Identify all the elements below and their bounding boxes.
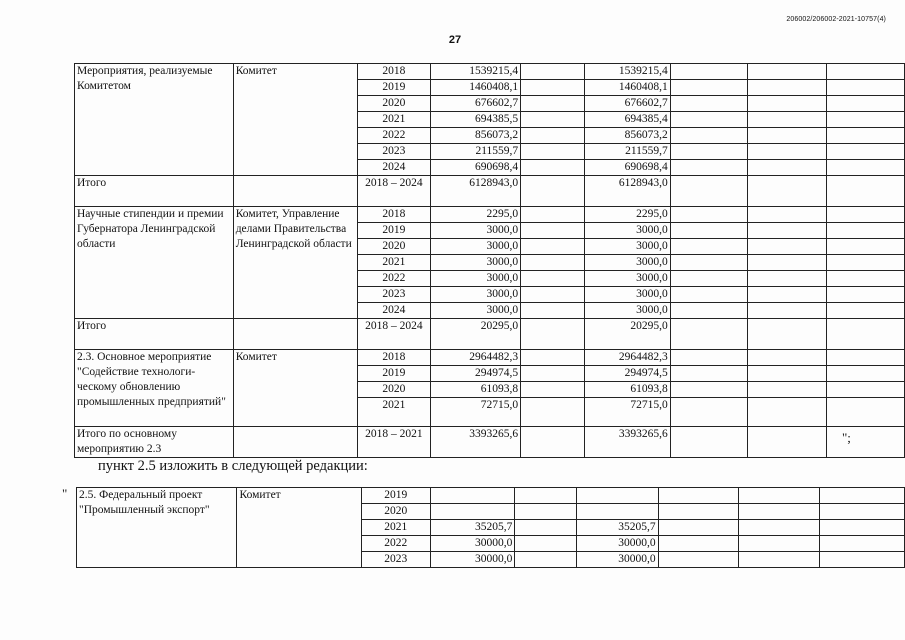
year-cell: 2019	[357, 223, 431, 239]
extra-cell	[827, 223, 905, 239]
local-cell	[670, 223, 747, 239]
other-cell	[747, 287, 827, 303]
total-label: Итого	[75, 176, 234, 207]
federal-cell	[521, 160, 585, 176]
local-cell	[670, 287, 747, 303]
period-cell: 2018 – 2024	[357, 319, 431, 350]
regional-cell	[576, 504, 658, 520]
regional-cell: 3000,0	[584, 255, 670, 271]
year-cell: 2023	[357, 287, 431, 303]
local-cell	[670, 128, 747, 144]
executor-cell	[233, 427, 357, 458]
total-cell: 676602,7	[431, 96, 521, 112]
regional-cell: 676602,7	[584, 96, 670, 112]
other-cell	[747, 303, 827, 319]
regional-cell: 211559,7	[584, 144, 670, 160]
other-cell	[747, 366, 827, 382]
executor-cell	[233, 176, 357, 207]
other-cell	[739, 504, 819, 520]
executor-cell	[233, 319, 357, 350]
year-cell: 2022	[357, 128, 431, 144]
other-cell	[747, 128, 827, 144]
extra-cell	[827, 427, 905, 458]
year-cell: 2020	[357, 382, 431, 398]
total-cell: 2964482,3	[431, 350, 521, 366]
total-cell: 3000,0	[431, 287, 521, 303]
total-cell: 3393265,6	[431, 427, 521, 458]
local-cell	[658, 504, 738, 520]
other-cell	[747, 160, 827, 176]
total-cell: 1460408,1	[431, 80, 521, 96]
federal-cell	[521, 223, 585, 239]
other-cell	[747, 319, 827, 350]
other-cell	[747, 176, 827, 207]
other-cell	[747, 427, 827, 458]
federal-cell	[515, 536, 577, 552]
amendment-paragraph: пункт 2.5 изложить в следующей редакции:	[98, 458, 368, 474]
extra-cell	[819, 504, 904, 520]
total-cell: 211559,7	[431, 144, 521, 160]
extra-cell	[827, 255, 905, 271]
total-cell: 694385,5	[431, 112, 521, 128]
total-cell: 30000,0	[430, 552, 515, 568]
federal-cell	[521, 271, 585, 287]
year-cell: 2023	[357, 144, 431, 160]
year-cell: 2018	[357, 350, 431, 366]
other-cell	[747, 398, 827, 427]
extra-cell	[827, 96, 905, 112]
regional-cell: 1539215,4	[584, 64, 670, 80]
year-cell: 2020	[361, 504, 430, 520]
executor-cell: Комитет, Управление делами Правительства Ленинградской области	[233, 207, 357, 319]
other-cell	[747, 207, 827, 223]
year-cell: 2021	[361, 520, 430, 536]
funding-table-continued	[74, 63, 905, 458]
extra-cell	[819, 488, 904, 504]
other-cell	[747, 350, 827, 366]
extra-cell	[827, 366, 905, 382]
regional-cell: 2964482,3	[584, 350, 670, 366]
local-cell	[670, 303, 747, 319]
total-label: Итого по основному мероприятию 2.3	[75, 427, 234, 458]
other-cell	[747, 223, 827, 239]
extra-cell	[819, 552, 904, 568]
other-cell	[747, 271, 827, 287]
block-main-event-2-3	[75, 350, 905, 458]
local-cell	[670, 207, 747, 223]
event-name-cell: 2.3. Основное мероприятие "Содействие технологи-ческому обновлению промышленных предприятий"	[75, 350, 234, 427]
year-cell: 2024	[357, 303, 431, 319]
opening-quote-mark: "	[62, 486, 68, 501]
total-label: Итого	[75, 319, 234, 350]
period-cell: 2018 – 2021	[357, 427, 431, 458]
year-cell: 2018	[357, 64, 431, 80]
block-committee-events	[75, 64, 905, 207]
page-number: 27	[448, 34, 462, 46]
regional-cell: 61093,8	[584, 382, 670, 398]
regional-cell: 3000,0	[584, 239, 670, 255]
total-cell: 3000,0	[431, 271, 521, 287]
total-cell: 30000,0	[430, 536, 515, 552]
federal-cell	[521, 398, 585, 427]
total-cell: 61093,8	[431, 382, 521, 398]
table-row-total	[75, 176, 905, 207]
other-cell	[747, 96, 827, 112]
local-cell	[670, 319, 747, 350]
other-cell	[747, 64, 827, 80]
extra-cell	[827, 112, 905, 128]
total-cell: 690698,4	[431, 160, 521, 176]
total-cell: 3000,0	[431, 223, 521, 239]
table-row-total	[75, 319, 905, 350]
extra-cell	[827, 271, 905, 287]
local-cell	[670, 239, 747, 255]
other-cell	[747, 80, 827, 96]
regional-cell: 3000,0	[584, 223, 670, 239]
federal-cell	[515, 520, 577, 536]
other-cell	[747, 382, 827, 398]
federal-cell	[521, 366, 585, 382]
table-row-total	[75, 427, 905, 458]
total-cell: 20295,0	[431, 319, 521, 350]
extra-cell	[827, 160, 905, 176]
local-cell	[670, 398, 747, 427]
local-cell	[670, 64, 747, 80]
other-cell	[739, 488, 819, 504]
local-cell	[658, 520, 738, 536]
total-cell: 294974,5	[431, 366, 521, 382]
closing-quote-mark: ";	[842, 430, 851, 445]
local-cell	[670, 366, 747, 382]
local-cell	[658, 488, 738, 504]
year-cell: 2021	[357, 398, 431, 427]
federal-cell	[521, 64, 585, 80]
regional-cell: 72715,0	[584, 398, 670, 427]
year-cell: 2018	[357, 207, 431, 223]
federal-cell	[521, 96, 585, 112]
extra-cell	[827, 287, 905, 303]
year-cell: 2019	[357, 80, 431, 96]
total-cell: 856073,2	[431, 128, 521, 144]
federal-cell	[521, 144, 585, 160]
federal-cell	[521, 350, 585, 366]
executor-cell: Комитет	[237, 488, 361, 568]
regional-cell: 3000,0	[584, 271, 670, 287]
regional-cell	[576, 488, 658, 504]
event-name-cell: Мероприятия, реализуемые Комитетом	[75, 64, 234, 176]
local-cell	[670, 382, 747, 398]
local-cell	[670, 80, 747, 96]
regional-cell: 30000,0	[576, 536, 658, 552]
regional-cell: 856073,2	[584, 128, 670, 144]
table-row	[77, 488, 905, 504]
federal-cell	[521, 287, 585, 303]
total-cell	[430, 504, 515, 520]
federal-project-table	[76, 487, 905, 568]
event-name-cell: 2.5. Федеральный проект "Промышленный экспорт"	[77, 488, 237, 568]
extra-cell	[827, 64, 905, 80]
other-cell	[747, 255, 827, 271]
document-number: 206002/206002-2021-10757(4)	[786, 16, 886, 23]
local-cell	[670, 350, 747, 366]
year-cell: 2022	[357, 271, 431, 287]
federal-cell	[515, 504, 577, 520]
regional-cell: 20295,0	[584, 319, 670, 350]
regional-cell: 694385,4	[584, 112, 670, 128]
year-cell: 2024	[357, 160, 431, 176]
total-cell: 35205,7	[430, 520, 515, 536]
federal-cell	[521, 427, 585, 458]
regional-cell: 1460408,1	[584, 80, 670, 96]
regional-cell: 30000,0	[576, 552, 658, 568]
extra-cell	[827, 303, 905, 319]
regional-cell: 35205,7	[576, 520, 658, 536]
federal-cell	[521, 382, 585, 398]
extra-cell	[827, 350, 905, 366]
local-cell	[670, 160, 747, 176]
federal-cell	[521, 239, 585, 255]
total-cell: 3000,0	[431, 303, 521, 319]
other-cell	[747, 144, 827, 160]
other-cell	[747, 239, 827, 255]
extra-cell	[827, 128, 905, 144]
federal-cell	[521, 319, 585, 350]
local-cell	[658, 552, 738, 568]
total-cell: 1539215,4	[431, 64, 521, 80]
total-cell: 6128943,0	[431, 176, 521, 207]
federal-cell	[521, 207, 585, 223]
federal-cell	[521, 303, 585, 319]
extra-cell	[827, 207, 905, 223]
federal-cell	[521, 255, 585, 271]
total-cell: 2295,0	[431, 207, 521, 223]
extra-cell	[827, 80, 905, 96]
local-cell	[670, 255, 747, 271]
regional-cell: 3000,0	[584, 303, 670, 319]
year-cell: 2019	[361, 488, 430, 504]
federal-cell	[521, 80, 585, 96]
other-cell	[739, 520, 819, 536]
regional-cell: 294974,5	[584, 366, 670, 382]
year-cell: 2021	[357, 255, 431, 271]
local-cell	[670, 112, 747, 128]
extra-cell	[827, 382, 905, 398]
table-row	[75, 64, 905, 80]
local-cell	[670, 176, 747, 207]
local-cell	[658, 536, 738, 552]
local-cell	[670, 271, 747, 287]
extra-cell	[827, 398, 905, 427]
federal-cell	[515, 552, 577, 568]
regional-cell: 3393265,6	[584, 427, 670, 458]
other-cell	[747, 112, 827, 128]
total-cell: 72715,0	[431, 398, 521, 427]
block-scholarships	[75, 207, 905, 350]
period-cell: 2018 – 2024	[357, 176, 431, 207]
year-cell: 2022	[361, 536, 430, 552]
other-cell	[739, 536, 819, 552]
local-cell	[670, 96, 747, 112]
extra-cell	[827, 144, 905, 160]
total-cell: 3000,0	[431, 239, 521, 255]
other-cell	[739, 552, 819, 568]
year-cell: 2019	[357, 366, 431, 382]
table-row	[75, 350, 905, 366]
total-cell	[430, 488, 515, 504]
event-name-cell: Научные стипендии и премии Губернатора Ленинградской области	[75, 207, 234, 319]
executor-cell: Комитет	[233, 350, 357, 427]
table-row	[75, 207, 905, 223]
year-cell: 2020	[357, 96, 431, 112]
executor-cell: Комитет	[233, 64, 357, 176]
regional-cell: 690698,4	[584, 160, 670, 176]
federal-cell	[515, 488, 577, 504]
extra-cell	[819, 520, 904, 536]
extra-cell	[827, 319, 905, 350]
total-cell: 3000,0	[431, 255, 521, 271]
regional-cell: 2295,0	[584, 207, 670, 223]
federal-cell	[521, 176, 585, 207]
federal-cell	[521, 112, 585, 128]
regional-cell: 3000,0	[584, 287, 670, 303]
local-cell	[670, 427, 747, 458]
federal-cell	[521, 128, 585, 144]
local-cell	[670, 144, 747, 160]
year-cell: 2021	[357, 112, 431, 128]
year-cell: 2020	[357, 239, 431, 255]
extra-cell	[827, 176, 905, 207]
regional-cell: 6128943,0	[584, 176, 670, 207]
year-cell: 2023	[361, 552, 430, 568]
extra-cell	[819, 536, 904, 552]
extra-cell	[827, 239, 905, 255]
